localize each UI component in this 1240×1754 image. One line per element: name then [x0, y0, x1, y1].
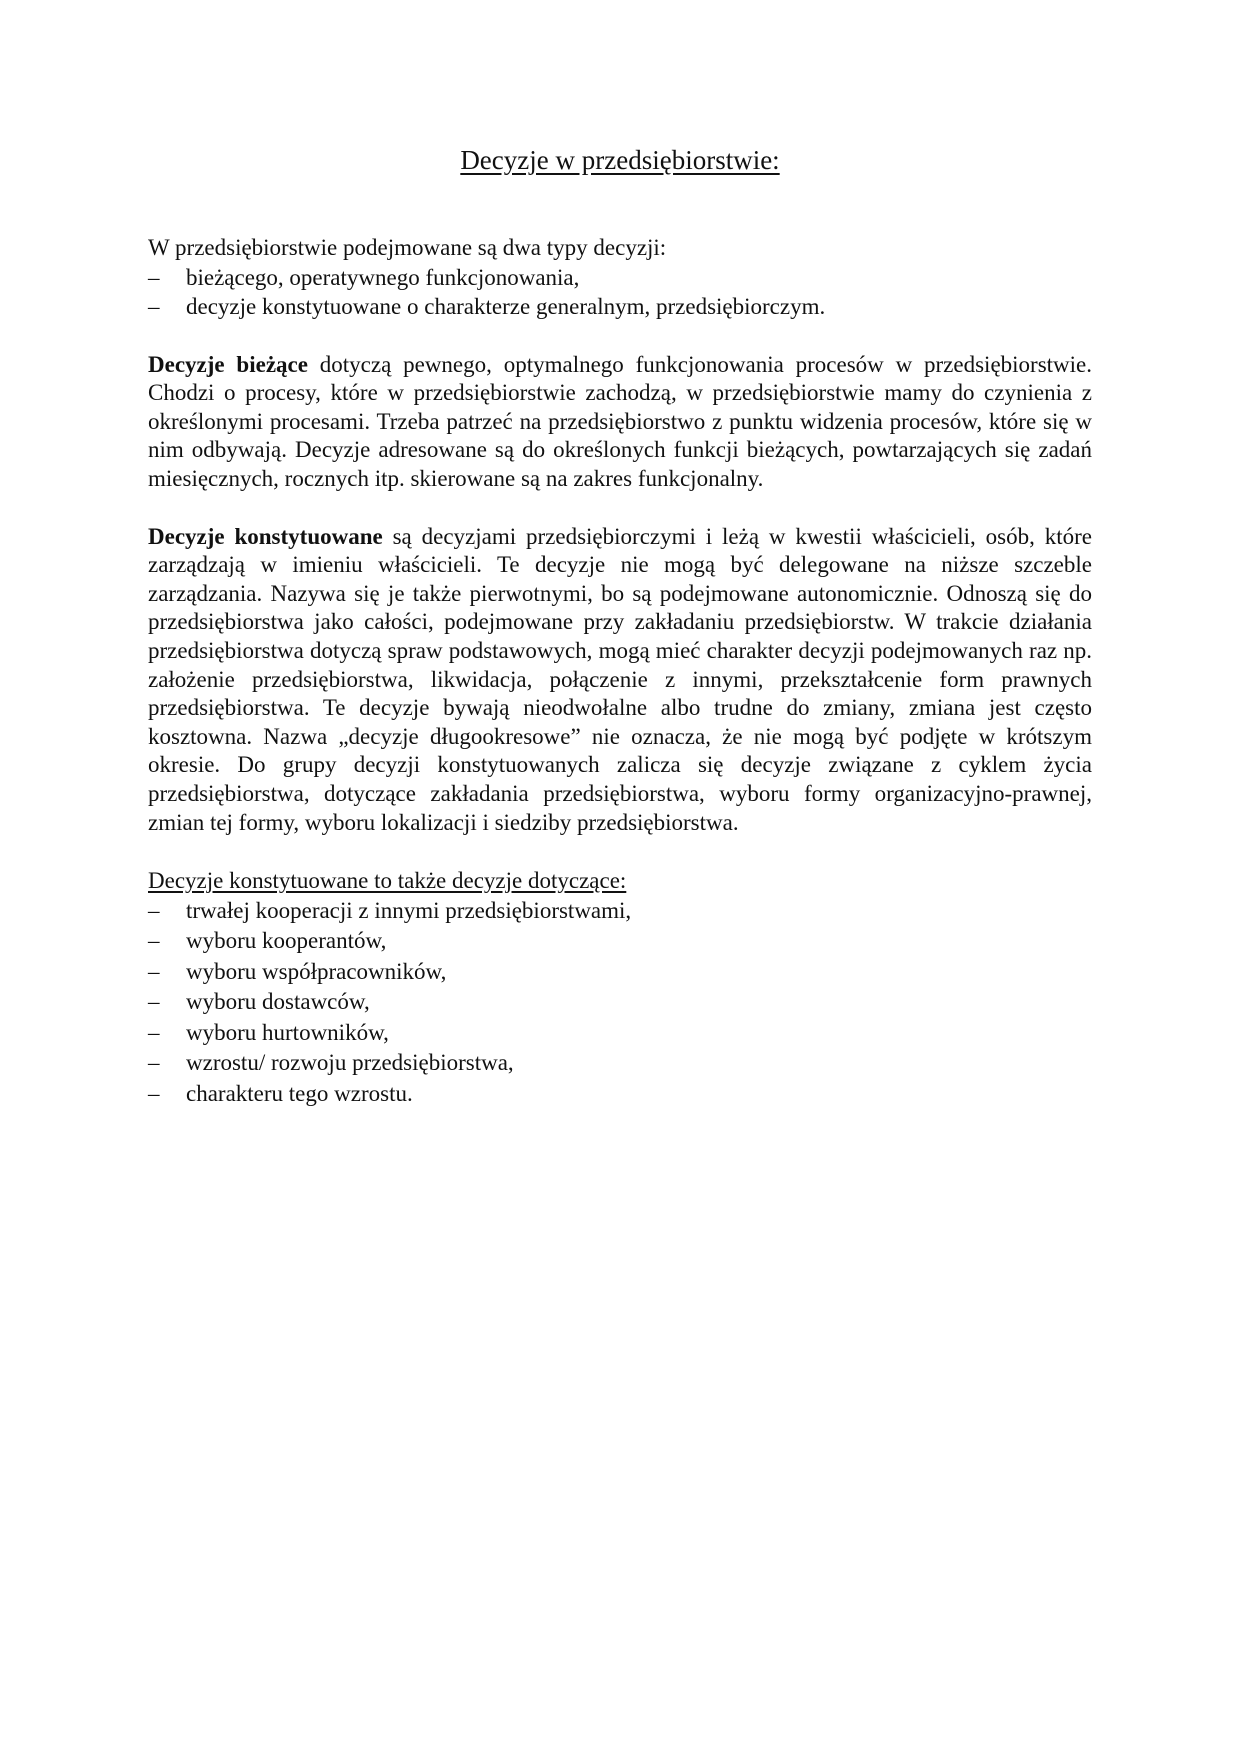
constitutive-decisions-term: Decyzje konstytuowane [148, 523, 383, 549]
decision-types-list [148, 263, 1092, 322]
dash-bullet: – [148, 897, 160, 923]
list-item-text: wyboru kooperantów, [186, 928, 387, 954]
dash-bullet: – [148, 928, 160, 954]
dash-bullet: – [148, 294, 160, 320]
document-title: Decyzje w przedsiębiorstwie: [460, 145, 780, 175]
list-item [148, 1048, 1092, 1079]
list-item-text: charakteru tego wzrostu. [186, 1080, 413, 1106]
constitutive-decisions-paragraph [148, 523, 1092, 838]
intro-text: W przedsiębiorstwie podejmowane są dwa typy decyzji: [148, 235, 667, 260]
list-item-text: decyzje konstytuowane o charakterze generalnym, przedsiębiorczym. [186, 294, 826, 320]
dash-bullet: – [148, 1019, 160, 1045]
current-decisions-term: Decyzje bieżące [148, 351, 308, 377]
document-body [148, 145, 1092, 1109]
dash-bullet: – [148, 958, 160, 984]
constitutive-decisions-text: są decyzjami przedsiębiorczymi i leżą w kwestii właścicieli, osób, które zarządzają w imieniu właścicieli. Te decyzje nie mogą być delegowane na niższe szczeble zarządzania. Nazywa się je także pierwotnymi, bo są podejmowane autonomicznie. Odnoszą się do przedsiębiorstwa jako całości, podejmowane przy zakładaniu przedsiębiorstw. W trakcie działania przedsiębiorstwa dotyczą spraw podstawowych, mogą mieć charakter decyzji podejmowanych raz np. założenie przedsiębiorstwa, likwidacja, połączenie z innymi, przekształcenie form prawnych przedsiębiorstwa. Te decyzje bywają nieodwołalne albo trudne do zmiany, zmiana jest często kosztowna. Nazwa „decyzje długookresowe” nie oznacza, że nie mogą być podjęte w krótszym okresie. Do grupy decyzji konstytuowanych zalicza się decyzje związane z cyklem życia przedsiębiorstwa, dotyczące zakładania przedsiębiorstwa, wyboru formy organizacyjno-prawnej, zmian tej formy, wyboru lokalizacji i siedziby przedsiębiorstwa. [148, 523, 1093, 835]
current-decisions-paragraph [148, 351, 1092, 494]
list-item [148, 1079, 1092, 1110]
list-item [148, 957, 1092, 988]
list-item-text: trwałej kooperacji z innymi przedsiębiorstwami, [186, 897, 632, 923]
list-item [148, 292, 1092, 322]
dash-bullet: – [148, 989, 160, 1015]
list-item-text: bieżącego, operatywnego funkcjonowania, [186, 264, 580, 290]
list-item-text: wzrostu/ rozwoju przedsiębiorstwa, [186, 1050, 514, 1076]
list-item [148, 896, 1092, 927]
list-item [148, 926, 1092, 957]
dash-bullet: – [148, 1050, 160, 1076]
current-decisions-text: dotyczą pewnego, optymalnego funkcjonowania procesów w przedsiębiorstwie. Chodzi o procesy, które w przedsiębiorstwie zachodzą, w przedsiębiorstwie mamy do czynienia z określonymi procesami. Trzeba patrzeć na przedsiębiorstwo z punktu widzenia procesów, które się w nim odbywają. Decyzje adresowane są do określonych funkcji bieżących, powtarzających się zadań miesięcznych, rocznych itp. skierowane są na zakres funkcjonalny. [148, 351, 1092, 491]
list-item-text: wyboru hurtowników, [186, 1019, 389, 1045]
list-item-text: wyboru dostawców, [186, 989, 370, 1015]
list-item-text: wyboru współpracowników, [186, 958, 447, 984]
dash-bullet: – [148, 1080, 160, 1106]
list-item [148, 263, 1092, 293]
constitutive-decisions-list [148, 896, 1092, 1110]
list-item [148, 987, 1092, 1018]
constitutive-list-heading: Decyzje konstytuowane to także decyzje dotyczące: [148, 868, 627, 894]
list-item [148, 1018, 1092, 1049]
dash-bullet: – [148, 264, 160, 290]
